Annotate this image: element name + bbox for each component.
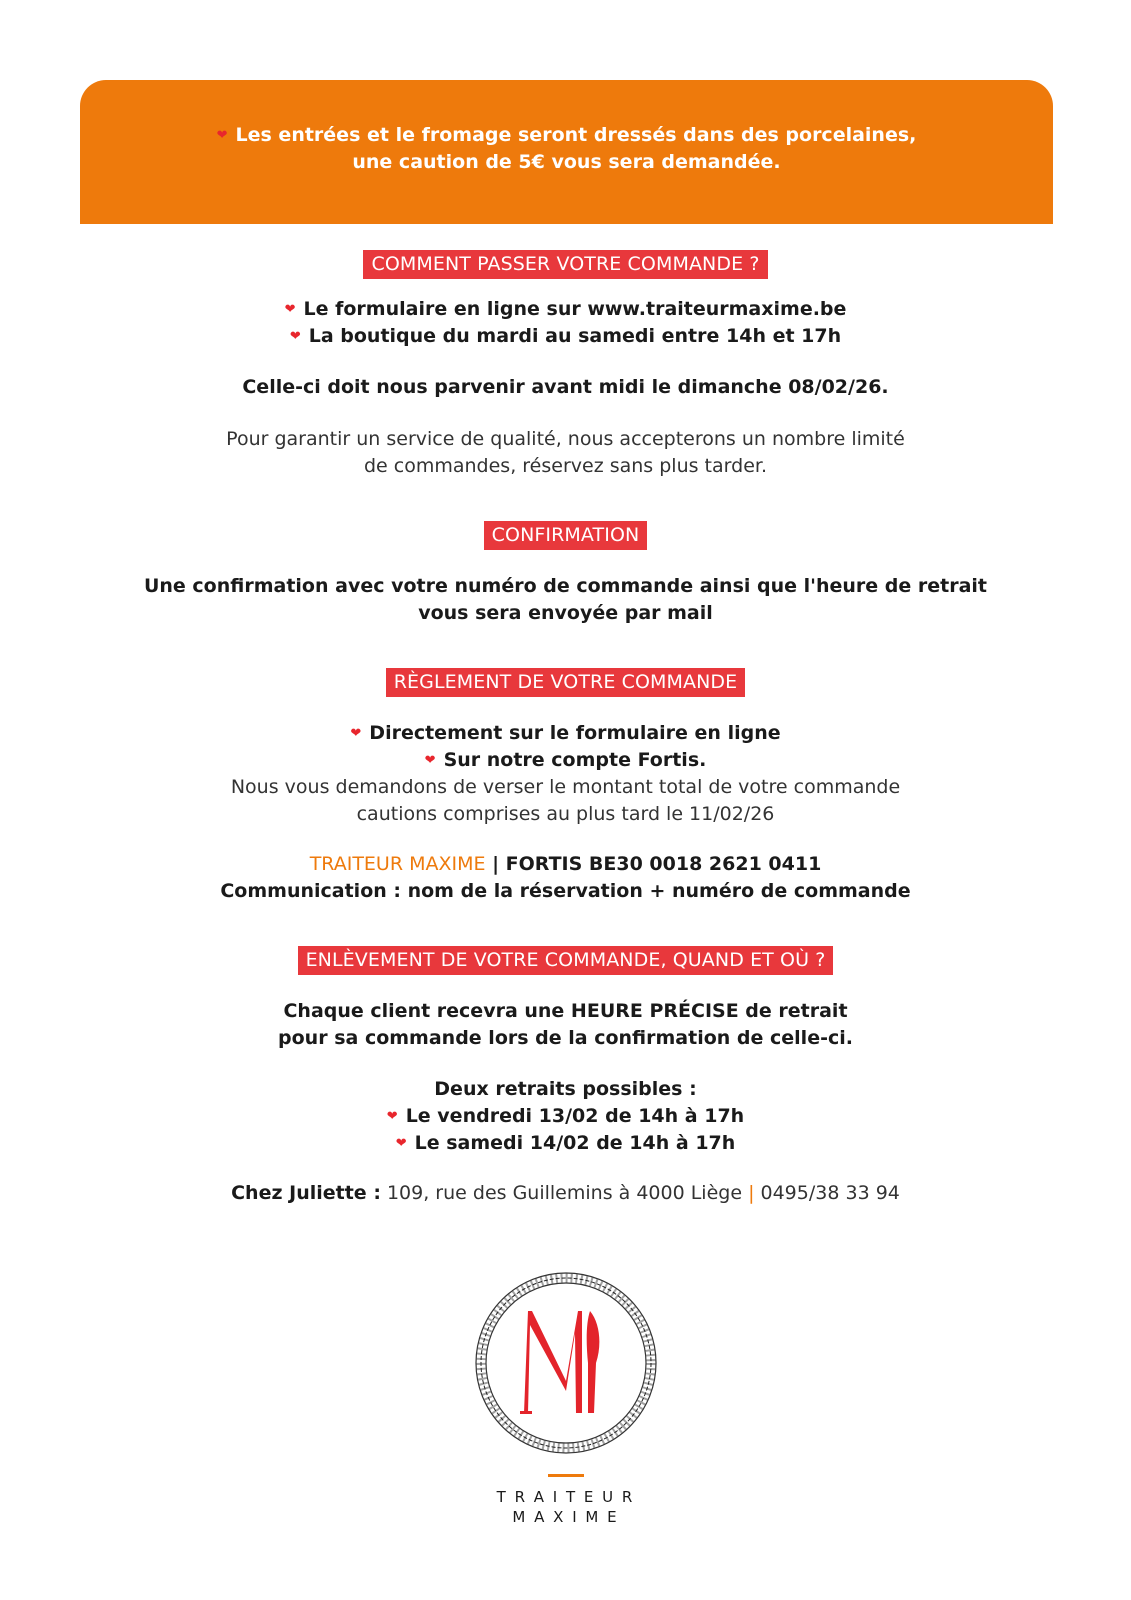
- payment-note-line-2: cautions comprises au plus tard le 11/02/26: [356, 803, 775, 825]
- account-name: TRAITEUR MAXIME: [309, 853, 486, 875]
- confirmation-heading: CONFIRMATION: [484, 521, 648, 550]
- pickup-line-2: pour sa commande lors de la confirmation de celle-ci.: [278, 1027, 853, 1049]
- caution-banner: [80, 80, 1053, 224]
- heart-icon: ❤: [424, 753, 436, 768]
- order-note-line-2: de commandes, réservez sans plus tarder.: [364, 455, 767, 477]
- pickup-options: [0, 1076, 1131, 1157]
- pickup-option-friday: Le vendredi 13/02 de 14h à 17h: [405, 1105, 745, 1127]
- account-number: FORTIS BE30 0018 2621 0411: [505, 853, 822, 875]
- pickup-options-title: Deux retraits possibles :: [434, 1078, 697, 1100]
- heart-icon: ❤: [395, 1136, 407, 1151]
- pickup-option-saturday: Le samedi 14/02 de 14h à 17h: [414, 1132, 736, 1154]
- order-note-line-1: Pour garantir un service de qualité, nous accepterons un nombre limité: [226, 428, 905, 450]
- banner-line-1: Les entrées et le fromage seront dressés dans des porcelaines,: [235, 124, 917, 146]
- heart-icon: ❤: [284, 302, 296, 317]
- heart-icon: ❤: [350, 726, 362, 741]
- payment-heading: RÈGLEMENT DE VOTRE COMMANDE: [386, 668, 745, 697]
- order-bullets: [0, 296, 1131, 350]
- payment-communication: Communication : nom de la réservation + numéro de commande: [220, 880, 911, 902]
- traiteur-maxime-logo: [466, 1263, 666, 1463]
- wordmark-traiteur: T R A I T E U R: [496, 1488, 635, 1506]
- account-details: [0, 851, 1131, 905]
- heart-icon: ❤: [216, 128, 228, 143]
- pickup-line-1: Chaque client recevra une HEURE PRÉCISE de retrait: [283, 1000, 848, 1022]
- payment-bullet-fortis: Sur notre compte Fortis.: [443, 749, 707, 771]
- payment-bullets: [0, 720, 1131, 828]
- pickup-place: [0, 1180, 1131, 1207]
- order-bullet-web: Le formulaire en ligne sur www.traiteurmaxime.be: [303, 298, 847, 320]
- place-label: Chez Juliette :: [231, 1182, 381, 1204]
- logo-divider: [548, 1474, 584, 1477]
- pickup-section: [0, 946, 1131, 975]
- place-separator: |: [748, 1182, 755, 1204]
- payment-bullet-online: Directement sur le formulaire en ligne: [369, 722, 781, 744]
- banner-line-2: une caution de 5€ vous sera demandée.: [352, 151, 781, 173]
- order-heading: COMMENT PASSER VOTRE COMMANDE ?: [363, 250, 767, 279]
- pickup-heading: ENLÈVEMENT DE VOTRE COMMANDE, QUAND ET OÙ ?: [298, 946, 834, 975]
- place-address: 109, rue des Guillemins à 4000 Liège: [380, 1182, 749, 1204]
- payment-note-line-1: Nous vous demandons de verser le montant total de votre commande: [230, 776, 901, 798]
- wordmark-maxime: M A X I M E: [512, 1508, 619, 1526]
- confirmation-section: [0, 521, 1131, 550]
- confirmation-line-1: Une confirmation avec votre numéro de commande ainsi que l'heure de retrait: [143, 575, 988, 597]
- order-deadline: Celle-ci doit nous parvenir avant midi le dimanche 08/02/26.: [242, 376, 889, 398]
- place-phone: 0495/38 33 94: [754, 1182, 900, 1204]
- heart-icon: ❤: [289, 329, 301, 344]
- heart-icon: ❤: [386, 1109, 398, 1124]
- account-separator: |: [485, 853, 506, 875]
- order-bullet-shop: La boutique du mardi au samedi entre 14h et 17h: [308, 325, 842, 347]
- payment-section: [0, 668, 1131, 697]
- order-section: [0, 250, 1131, 279]
- confirmation-line-2: vous sera envoyée par mail: [418, 602, 713, 624]
